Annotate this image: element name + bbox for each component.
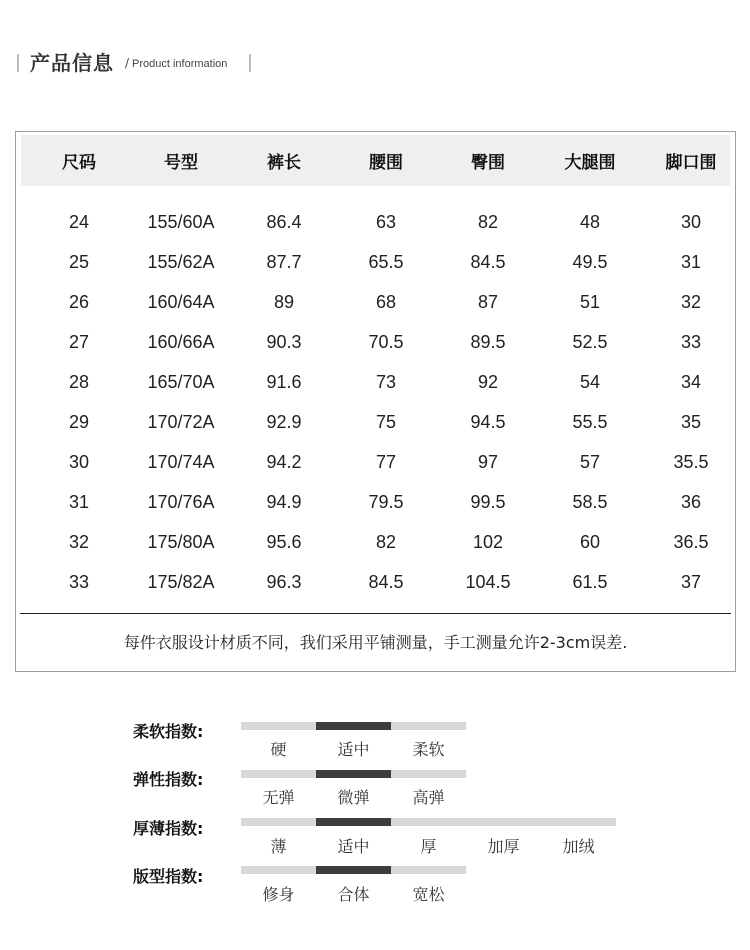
table-cell: 34 <box>680 371 702 392</box>
index-label: 厚薄指数: <box>133 819 204 838</box>
table-cell: 37 <box>680 571 702 592</box>
index-label: 弹性指数: <box>133 770 204 789</box>
column-header: 裤长 <box>267 153 301 173</box>
table-cell: 36 <box>680 491 702 512</box>
table-cell: 87.7 <box>266 251 302 272</box>
table-cell: 160/66A <box>147 331 215 352</box>
table-cell: 155/60A <box>147 211 215 232</box>
index-option-label: 厚 <box>420 837 437 856</box>
column-header: 臀围 <box>471 153 505 173</box>
table-cell: 91.6 <box>266 371 302 392</box>
table-divider <box>20 613 731 614</box>
index-label: 柔软指数: <box>133 722 204 741</box>
column-header: 大腿围 <box>564 153 616 173</box>
column-header: 尺码 <box>62 153 96 173</box>
table-cell: 31 <box>68 491 90 512</box>
table-cell: 92.9 <box>266 411 302 432</box>
index-track-segment <box>241 722 316 730</box>
table-row <box>21 402 730 442</box>
table-cell: 35 <box>680 411 702 432</box>
table-cell: 79.5 <box>368 491 404 512</box>
table-cell: 97 <box>477 451 499 472</box>
table-cell: 28 <box>68 371 90 392</box>
column-header: 腰围 <box>369 153 403 173</box>
table-cell: 65.5 <box>368 251 404 272</box>
page-title: 产品信息 <box>30 51 114 75</box>
table-cell: 61.5 <box>572 571 608 592</box>
table-header-row <box>21 135 730 186</box>
index-option-label: 合体 <box>337 885 370 904</box>
table-row <box>21 242 730 282</box>
table-cell: 32 <box>68 531 90 552</box>
table-cell: 102 <box>472 531 504 552</box>
table-cell: 30 <box>68 451 90 472</box>
table-cell: 92 <box>477 371 499 392</box>
index-option-label: 适中 <box>337 740 370 759</box>
table-cell: 60 <box>579 531 601 552</box>
table-cell: 160/64A <box>147 291 215 312</box>
table-row <box>21 282 730 322</box>
table-cell: 75 <box>375 411 397 432</box>
table-cell: 99.5 <box>470 491 506 512</box>
header-right-bar <box>249 54 251 72</box>
index-track-segment <box>391 770 466 778</box>
table-cell: 84.5 <box>470 251 506 272</box>
index-option-label: 硬 <box>270 740 287 759</box>
index-label: 版型指数: <box>133 867 204 886</box>
table-cell: 165/70A <box>147 371 215 392</box>
table-row <box>21 562 730 602</box>
table-cell: 155/62A <box>147 251 215 272</box>
table-cell: 58.5 <box>572 491 608 512</box>
table-cell: 31 <box>680 251 702 272</box>
table-cell: 52.5 <box>572 331 608 352</box>
table-cell: 94.9 <box>266 491 302 512</box>
table-cell: 94.5 <box>470 411 506 432</box>
table-cell: 33 <box>68 571 90 592</box>
table-cell: 170/74A <box>147 451 215 472</box>
table-cell: 89 <box>273 291 295 312</box>
table-cell: 82 <box>477 211 499 232</box>
table-cell: 96.3 <box>266 571 302 592</box>
measurement-note: 每件衣服设计材质不同，我们采用平铺测量，手工测量允许2-3cm误差. <box>123 633 628 652</box>
index-option-label: 宽松 <box>412 885 445 904</box>
table-cell: 36.5 <box>673 531 709 552</box>
table-cell: 170/76A <box>147 491 215 512</box>
table-cell: 175/80A <box>147 531 215 552</box>
index-option-label: 无弹 <box>262 788 295 807</box>
index-option-label: 适中 <box>337 837 370 856</box>
index-track-segment <box>541 818 616 826</box>
column-header: 脚口围 <box>665 153 717 173</box>
index-track-segment-active <box>316 866 391 874</box>
column-header: 号型 <box>164 153 198 173</box>
table-cell: 175/82A <box>147 571 215 592</box>
table-cell: 73 <box>375 371 397 392</box>
index-option-label: 薄 <box>270 837 287 856</box>
page-subtitle: Product information <box>132 58 228 70</box>
index-track-segment <box>241 770 316 778</box>
table-cell: 104.5 <box>465 571 511 592</box>
table-cell: 94.2 <box>266 451 302 472</box>
index-track-segment-active <box>316 722 391 730</box>
table-cell: 32 <box>680 291 702 312</box>
table-cell: 90.3 <box>266 331 302 352</box>
table-row <box>21 442 730 482</box>
table-row <box>21 362 730 402</box>
table-cell: 51 <box>579 291 601 312</box>
index-track-segment-active <box>316 770 391 778</box>
index-track-segment <box>391 818 466 826</box>
table-row <box>21 202 730 242</box>
table-cell: 24 <box>68 211 90 232</box>
index-option-label: 加绒 <box>562 837 595 856</box>
table-cell: 30 <box>680 211 702 232</box>
table-cell: 86.4 <box>266 211 302 232</box>
index-track-segment <box>391 866 466 874</box>
table-cell: 68 <box>375 291 397 312</box>
size-table <box>15 131 736 672</box>
table-cell: 87 <box>477 291 499 312</box>
table-cell: 89.5 <box>470 331 506 352</box>
table-cell: 82 <box>375 531 397 552</box>
table-cell: 25 <box>68 251 90 272</box>
header-left-bar <box>17 54 19 72</box>
header-slash: / <box>125 56 130 70</box>
table-cell: 77 <box>375 451 397 472</box>
table-cell: 55.5 <box>572 411 608 432</box>
table-cell: 170/72A <box>147 411 215 432</box>
index-option-label: 微弹 <box>337 788 370 807</box>
table-cell: 27 <box>68 331 90 352</box>
index-track-segment <box>466 818 541 826</box>
index-option-label: 加厚 <box>487 837 520 856</box>
index-track-segment <box>241 866 316 874</box>
table-row <box>21 482 730 522</box>
table-cell: 26 <box>68 291 90 312</box>
index-track-segment <box>241 818 316 826</box>
table-cell: 63 <box>375 211 397 232</box>
table-cell: 35.5 <box>673 451 709 472</box>
index-option-label: 修身 <box>262 885 295 904</box>
index-track-segment-active <box>316 818 391 826</box>
table-cell: 70.5 <box>368 331 404 352</box>
table-cell: 33 <box>680 331 702 352</box>
table-row <box>21 522 730 562</box>
index-option-label: 柔软 <box>412 740 445 759</box>
table-cell: 49.5 <box>572 251 608 272</box>
table-cell: 57 <box>579 451 601 472</box>
table-cell: 84.5 <box>368 571 404 592</box>
table-cell: 48 <box>579 211 601 232</box>
table-cell: 29 <box>68 411 90 432</box>
table-cell: 54 <box>579 371 601 392</box>
table-row <box>21 322 730 362</box>
index-option-label: 高弹 <box>412 788 445 807</box>
index-track-segment <box>391 722 466 730</box>
table-cell: 95.6 <box>266 531 302 552</box>
